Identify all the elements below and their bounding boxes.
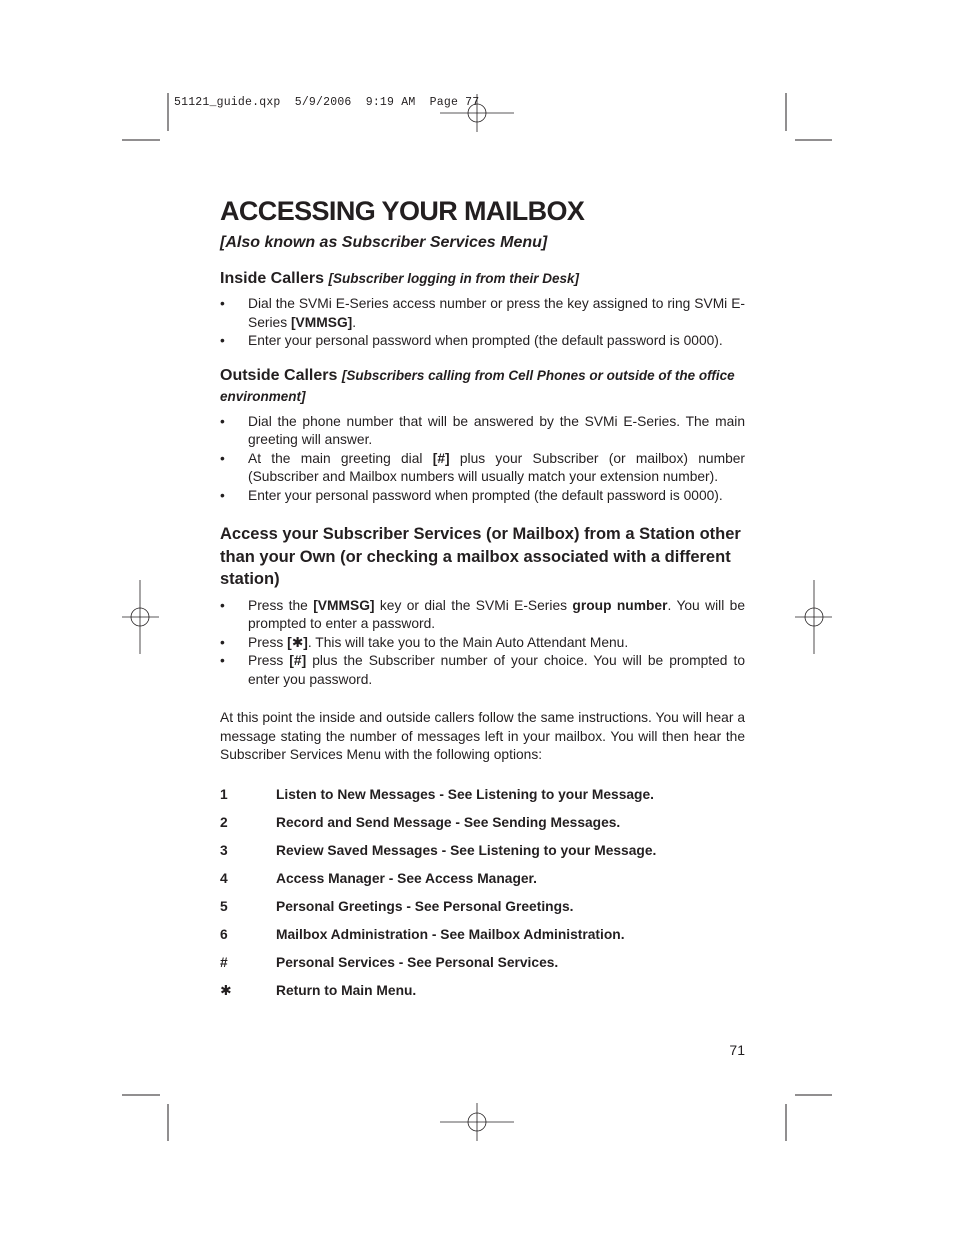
menu-option-text: Personal Services - See Personal Services. — [276, 954, 559, 970]
outside-callers-note: [Subscribers calling from Cell Phones or outside of the office environment] — [220, 367, 735, 404]
key-label-vmmsg: [VMMSG] — [290, 314, 353, 330]
menu-option-text: Listen to New Messages - See Listening to your Message. — [276, 786, 654, 802]
list-item — [220, 652, 745, 689]
list-item — [220, 413, 745, 450]
menu-option-key: 6 — [220, 926, 228, 942]
list-item-text: Enter your personal password when prompted (the default password is 0000). — [248, 487, 723, 503]
list-item-text: Dial the SVMi E-Series access number or press the key assigned to ring SVMi E-Series — [248, 296, 745, 330]
list-item-text-end: . You will be prompted to enter a password. — [248, 597, 745, 631]
menu-option — [220, 899, 745, 927]
page-title: ACCESSING YOUR MAILBOX — [220, 196, 585, 226]
menu-option — [220, 983, 745, 1011]
list-item-text: Enter your personal password when prompted (the default password is 0000). — [248, 333, 723, 348]
bullet-mark: • — [220, 597, 225, 613]
bullet-mark: • — [220, 653, 225, 668]
menu-option — [220, 927, 745, 955]
print-slug-line: 51121_guide.qxp 5/9/2006 9:19 AM Page 77 — [174, 96, 480, 109]
bullet-mark: • — [220, 487, 225, 503]
list-item-text-end: . — [352, 314, 357, 330]
menu-option-key: # — [220, 954, 228, 970]
list-item-text-mid: key or dial the SVMi E-Series — [374, 597, 573, 613]
registration-mark-bottom — [440, 1103, 514, 1141]
outside-callers-list — [220, 413, 745, 506]
outside-callers-heading — [220, 365, 745, 407]
bullet-mark: • — [220, 296, 225, 311]
menu-option-key: ✱ — [220, 982, 232, 998]
page-content — [220, 194, 745, 1011]
key-label-pound: [#] — [289, 653, 307, 668]
list-item — [220, 450, 745, 487]
menu-option-text: Personal Greetings - See Personal Greetings. — [276, 898, 574, 914]
other-station-heading: Access your Subscriber Services (or Mailbox) from a Station other than your Own (or checking a mailbox associated with a different station) — [220, 525, 741, 588]
bullet-mark: • — [220, 413, 225, 429]
menu-option-key: 5 — [220, 898, 228, 914]
instructions-paragraph: At this point the inside and outside callers follow the same instructions. You will hear a message stating the number of messages left in your mailbox. You will then hear the Subscriber Services Menu with the following options: — [220, 710, 745, 762]
list-item — [220, 332, 745, 351]
menu-option-text: Record and Send Message - See Sending Messages. — [276, 814, 621, 830]
registration-mark-left — [122, 580, 159, 654]
key-label-star: [✱] — [287, 634, 308, 650]
list-item-text: Press — [248, 634, 288, 650]
inside-callers-title: Inside Callers — [220, 270, 325, 287]
key-label-pound: [#] — [432, 450, 450, 466]
menu-option-text: Access Manager - See Access Manager. — [276, 870, 538, 886]
menu-option — [220, 843, 745, 871]
registration-mark-top — [440, 94, 514, 132]
page-number: 71 — [729, 1042, 745, 1058]
list-item — [220, 487, 745, 506]
menu-option — [220, 787, 745, 815]
menu-option-text: Return to Main Menu. — [276, 982, 417, 998]
page-subtitle: [Also known as Subscriber Services Menu] — [220, 234, 548, 251]
list-item-text-end: plus the Subscriber number of your choice. You will be prompted to enter you password. — [248, 653, 745, 687]
menu-option-text: Review Saved Messages - See Listening to your Message. — [276, 842, 657, 858]
list-item-text-end: plus your Subscriber (or mailbox) number (Subscriber and Mailbox numbers will usually match your extension number). — [248, 450, 746, 484]
list-item — [220, 295, 745, 332]
menu-option — [220, 871, 745, 899]
list-item-text-end: . This will take you to the Main Auto Attendant Menu. — [307, 634, 629, 650]
list-item-text: Press the — [248, 597, 314, 613]
menu-options-list — [220, 787, 745, 1011]
outside-callers-title: Outside Callers — [220, 366, 338, 384]
menu-option-key: 1 — [220, 786, 228, 802]
inside-callers-list — [220, 295, 745, 351]
menu-option-key: 4 — [220, 870, 228, 886]
menu-option-text: Mailbox Administration - See Mailbox Administration. — [276, 926, 625, 942]
menu-option-key: 3 — [220, 842, 228, 858]
inside-callers-heading — [220, 268, 745, 289]
list-item-text: Dial the phone number that will be answered by the SVMi E-Series. The main greeting will answer. — [248, 413, 745, 447]
key-label-vmmsg: [VMMSG] — [313, 597, 375, 613]
list-item — [220, 634, 745, 653]
list-item-text: At the main greeting dial — [248, 450, 433, 466]
bullet-mark: • — [220, 450, 225, 466]
list-item-text: Press — [248, 653, 290, 668]
menu-option — [220, 955, 745, 983]
other-station-list — [220, 597, 745, 690]
list-item — [220, 597, 745, 634]
registration-mark-right — [795, 580, 832, 654]
menu-option-key: 2 — [220, 814, 228, 830]
bullet-mark: • — [220, 634, 225, 650]
menu-option — [220, 815, 745, 843]
bullet-mark: • — [220, 333, 225, 348]
inside-callers-note: [Subscriber logging in from their Desk] — [328, 271, 580, 286]
group-number-label: group number — [572, 597, 668, 613]
